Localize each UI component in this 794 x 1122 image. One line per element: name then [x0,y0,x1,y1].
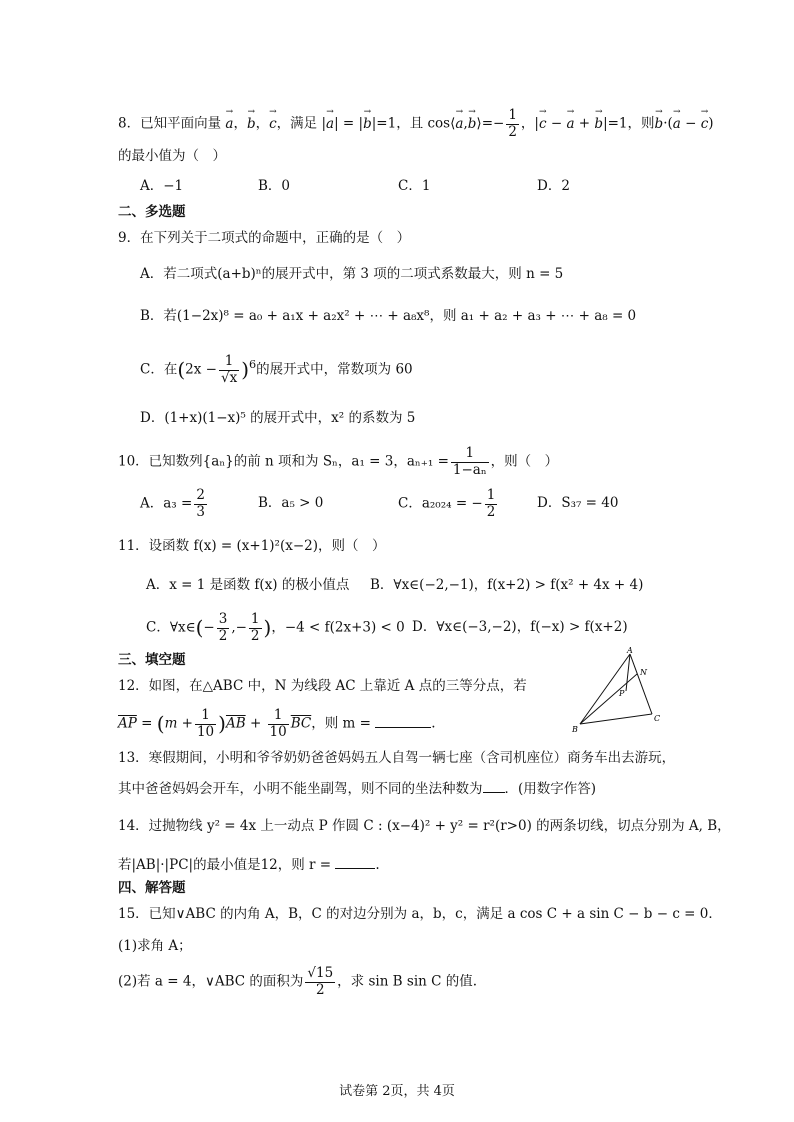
q14-line2: 若|AB|·|PC|的最小值是12，则 r = . [118,857,380,873]
q8-option-d: D．2 [537,178,570,194]
q10-option-a: A．a₃ = $\frac{2}{3}$ [140,487,205,520]
q8-cond1: =1，且 cos [376,115,451,132]
q11-stem: 11．设函数 f(x) = (x+1)²(x−2)，则（ ） [118,538,386,554]
section-solutions: 四、解答题 [118,880,186,896]
frac-half-d: $\frac{1}{2}$ [250,611,260,644]
q15-line1: 15．已知∨ABC 的内角 A，B，C 的对边分别为 a，b，c，满足 a cos C + a sin C − b − c = 0． [118,906,722,922]
q10-option-b: B．a₅ > 0 [258,495,324,511]
label-c: C [654,714,661,723]
frac-two-thirds: $\frac{2}{3}$ [196,487,205,520]
frac-sqrt15-over-2: $\frac{√15}{2}$ [307,965,334,998]
q13-line2: 其中爸爸妈妈会开车，小明不能坐副驾，则不同的坐法种数为 ．(用数字作答) [118,781,597,797]
frac-one-over-1-minus-an: $\frac{1}{\text{1−aₙ}}$ [452,445,487,478]
answer-blank-q14 [335,856,375,869]
q11-option-c: C．∀x∈(− $\frac{3}{2}$ ,− $\frac{1}{2}$ )，−4 < f(2x+3) < 0 [146,611,405,644]
vec-bc: $\overline{BC}$ [290,715,312,732]
q12-line1: 12．如图，在△ABC 中，N 为线段 AC 上靠近 A 点的三等分点，若 [118,678,527,694]
label-b: B [572,725,578,734]
q8-option-c: C．1 [398,178,431,194]
frac-one-over-sqrtx: $\frac{1}{√x}$ [220,353,238,386]
q8-line1: 8．已知平面向量 → a，→ b，→ c，满足 |→ a| = |→ b|=1，且 cos⟨→ a,→ b⟩=− $\frac{1}{2}$ ，|→ c − → a + → b|=1，则→ b·(→ a − → c) [118,108,714,140]
q12-line2: $\overline{AP} = (m$ + $\frac{1}{10}$ )$\overline{AB}$ + $\frac{1}{10}$ $\overline{BC}$，则 m = . [118,707,436,740]
q9-stem: 9．在下列关于二项式的命题中，正确的是（ ） [118,230,411,246]
vec-a: → a [225,116,233,133]
q8-option-b: B．0 [258,178,291,194]
q11-option-b: B．∀x∈(−2,−1)，f(x+2) > f(x² + 4x + 4) [370,577,644,593]
label-p: P [619,689,625,698]
q11-option-d: D．∀x∈(−3,−2)，f(−x) > f(x+2) [412,619,628,635]
section-multiple-choice: 二、多选题 [118,204,186,220]
section-fill-in: 三、填空题 [118,652,186,668]
triangle-figure [570,644,680,734]
edge-ac [630,654,652,714]
q8-option-a: A．−1 [140,178,184,194]
q10-option-d: D．S₃₇ = 40 [537,495,619,511]
q9-option-d: D．(1+x)(1−x)⁵ 的展开式中，x² 的系数为 5 [140,410,416,426]
vec-c: → c [269,116,277,133]
q10-option-c: C．a₂₀₂₄ = − $\frac{1}{2}$ [398,487,496,520]
answer-blank-q13 [483,780,505,793]
q14-line1: 14．过抛物线 y² = 4x 上一动点 P 作圆 C : (x−4)² + y² = r²(r>0) 的两条切线，切点分别为 A, B， [118,818,731,834]
q15-part1: (1)求角 A； [118,938,192,954]
page-footer: 试卷第 2页，共 4页 [339,1084,455,1099]
vec-ab: $\overline{AB}$ [225,715,246,732]
q9-option-a: A．若二项式(a+b)ⁿ的展开式中，第 3 项的二项式系数最大，则 n = 5 [140,266,564,282]
label-n: N [640,668,647,677]
frac-half: $\frac{1}{2}$ [508,107,517,140]
q11-option-a: A．x = 1 是函数 f(x) 的极小值点 [146,577,350,593]
vec-b: → b [247,116,256,133]
q10-stem: 10．已知数列{aₙ}的前 n 项和为 Sₙ，a₁ = 3，aₙ₊₁ = $\frac{1}{\text{1−aₙ}}$ ，则（ ） [118,445,559,478]
segment-bn [580,674,637,724]
q15-part2: (2)若 a = 4，∨ABC 的面积为 $\frac{√15}{2}$ ，求 sin B sin C 的值. [118,965,478,998]
q8-prefix: 8．已知平面向量 [118,115,222,132]
frac-half-c: $\frac{1}{2}$ [486,487,496,520]
q9-option-b: B．若(1−2x)⁸ = a₀ + a₁x + a₂x² + ⋯ + a₈x⁸，则 a₁ + a₂ + a₃ + ⋯ + a₈ = 0 [140,308,637,324]
label-a: A [627,646,633,655]
answer-blank-q12 [375,715,431,728]
q13-line1: 13．寒假期间，小明和爷爷奶奶爸爸妈妈五人自驾一辆七座（含司机座位）商务车出去游玩， [118,750,676,766]
q9-option-c: C．在(2x − $\frac{1}{√x}$ )$^6$的展开式中，常数项为 60 [140,353,413,386]
frac-tenth: $\frac{1}{10}$ [196,707,215,740]
q8-line2: 的最小值为（ ） [118,148,226,164]
frac-tenth-2: $\frac{1}{10}$ [269,707,287,740]
vec-ap: $\overline{AP}$ [118,715,137,732]
edge-bc [580,714,652,724]
frac-three-halves: $\frac{3}{2}$ [218,611,228,644]
